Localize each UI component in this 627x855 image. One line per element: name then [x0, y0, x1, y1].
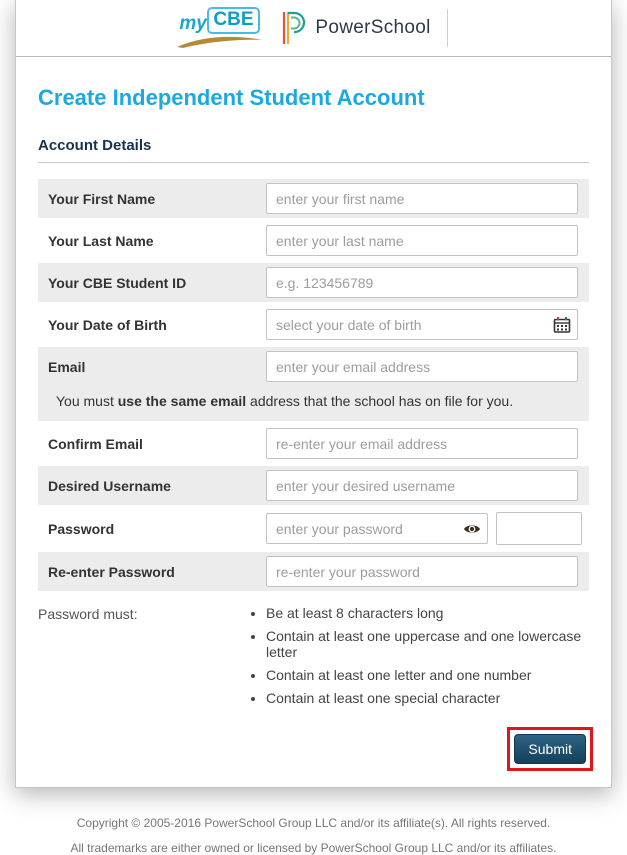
date-of-birth-input[interactable] — [266, 309, 578, 340]
submit-button[interactable]: Submit — [514, 734, 586, 764]
footer-copyright: Copyright © 2005-2016 PowerSchool Group LLC and/or its affiliate(s). All rights reserved. — [76, 816, 551, 830]
form-row-first-name — [38, 179, 589, 218]
email-note — [48, 382, 578, 421]
username-input[interactable] — [266, 470, 578, 501]
first-name-input[interactable] — [266, 183, 578, 214]
mycbe-logo-cbe: CBE — [207, 7, 259, 34]
password-rules — [38, 605, 589, 713]
section-divider — [38, 162, 589, 163]
show-password-eye-icon[interactable] — [463, 523, 481, 535]
first-name-label: Your First Name — [48, 190, 156, 207]
student-id-label: Your CBE Student ID — [48, 274, 187, 291]
reenter-password-input[interactable] — [266, 556, 578, 587]
mycbe-logo-my: my — [179, 13, 207, 34]
last-name-label: Your Last Name — [48, 232, 154, 249]
password-rule-item: • Contain at least one letter and one number — [266, 667, 589, 683]
password-strength-box — [496, 512, 582, 545]
email-note-bold: use the same email — [117, 393, 247, 409]
last-name-input[interactable] — [266, 225, 578, 256]
email-label: Email — [48, 358, 86, 375]
password-rules-list — [246, 605, 589, 713]
password-rule-item: • Be at least 8 characters long — [266, 605, 589, 621]
email-note-pre: You must — [56, 393, 118, 409]
form-row-reenter-password — [38, 552, 589, 591]
header — [16, 0, 611, 57]
calendar-icon[interactable] — [553, 316, 571, 334]
powerschool-logo — [281, 10, 430, 46]
confirm-email-label: Confirm Email — [48, 435, 143, 452]
student-id-input[interactable] — [266, 267, 578, 298]
password-input[interactable] — [266, 513, 488, 544]
password-rules-label: Password must: — [38, 606, 138, 622]
section-title-account-details: Account Details — [38, 137, 152, 154]
submit-highlight-annotation — [507, 727, 593, 771]
reenter-password-label: Re-enter Password — [48, 563, 175, 580]
password-rule-item: • Contain at least one special character — [266, 690, 589, 706]
form-row-last-name — [38, 221, 589, 260]
confirm-email-input[interactable] — [266, 428, 578, 459]
page-title: Create Independent Student Account — [38, 85, 425, 110]
header-divider — [447, 9, 448, 47]
submit-area — [38, 727, 593, 771]
username-label: Desired Username — [48, 477, 171, 494]
password-rule-item: • Contain at least one uppercase and one lowercase letter — [266, 628, 589, 660]
form-row-student-id — [38, 263, 589, 302]
form-row-date-of-birth — [38, 305, 589, 344]
date-of-birth-label: Your Date of Birth — [48, 316, 167, 333]
account-details-form — [38, 179, 589, 591]
email-input[interactable] — [266, 351, 578, 382]
form-row-email — [38, 347, 589, 421]
powerschool-logo-text: PowerSchool — [315, 17, 431, 38]
account-form-card — [15, 0, 612, 788]
email-note-post: address that the school has on file for you. — [246, 393, 514, 409]
form-row-username — [38, 466, 589, 505]
footer-trademarks: All trademarks are either owned or licensed by PowerSchool Group LLC and/or its affiliates. — [70, 841, 557, 855]
mycbe-logo — [179, 6, 265, 50]
form-row-confirm-email — [38, 424, 589, 463]
footer — [0, 816, 627, 855]
powerschool-p-icon — [281, 10, 305, 46]
form-row-password — [38, 508, 589, 549]
password-label: Password — [48, 520, 115, 537]
